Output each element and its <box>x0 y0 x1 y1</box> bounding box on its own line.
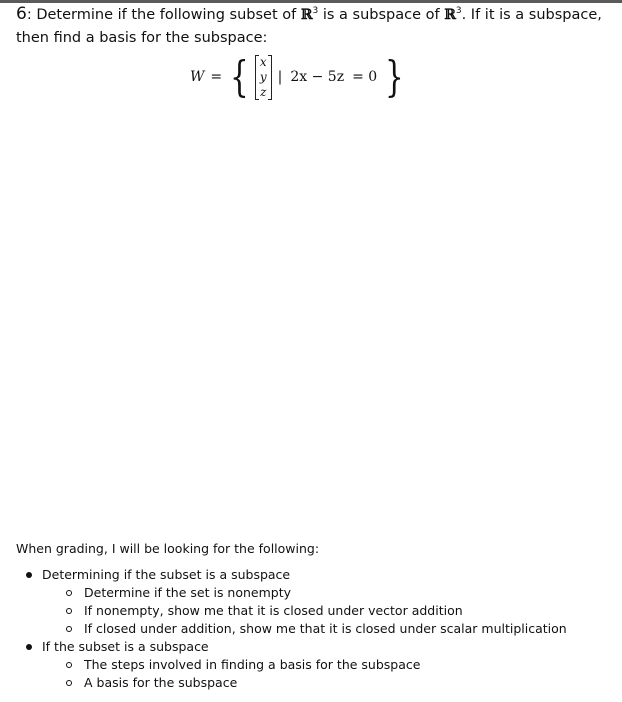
left-brace-icon: { <box>230 52 249 101</box>
vector-entry-x: x <box>259 54 267 69</box>
sub-criteria-list <box>42 656 616 692</box>
vector-entry-y: y <box>259 69 267 84</box>
criteria-list <box>16 566 616 692</box>
right-brace-icon: } <box>385 52 404 101</box>
list-item: If nonempty, show me that it is closed under vector addition <box>84 602 616 620</box>
problem-text-a: : Determine if the following subset of <box>26 7 301 23</box>
sub-criteria-list <box>42 584 616 638</box>
grading-criteria <box>16 540 616 692</box>
grading-intro: When grading, I will be looking for the following: <box>16 541 320 556</box>
list-item: If closed under addition, show me that it is closed under scalar multiplication <box>84 620 616 638</box>
exponent-2: 3 <box>455 6 462 17</box>
equals-sign: = <box>210 69 223 85</box>
condition-left: 2x − 5z <box>290 69 345 85</box>
exponent-1: 3 <box>312 6 319 17</box>
list-item <box>42 566 616 638</box>
problem-text-c: . If it is a subspace, <box>461 7 602 23</box>
criteria-label: If the subset is a subspace <box>42 639 209 654</box>
list-item: The steps involved in finding a basis for the subspace <box>84 656 616 674</box>
problem-text-d: then find a basis for the subspace: <box>16 30 268 46</box>
column-vector <box>255 55 272 100</box>
problem-statement <box>16 3 616 50</box>
criteria-label: Determining if the subset is a subspace <box>42 567 291 582</box>
condition-equals: = 0 <box>352 69 378 85</box>
list-item: A basis for the subspace <box>84 674 616 692</box>
field-symbol-1: ℝ <box>300 7 313 23</box>
problem-number: 6 <box>16 4 27 24</box>
field-symbol-2: ℝ <box>444 7 456 23</box>
vector-entry-z: z <box>260 84 267 99</box>
list-item: Determine if the set is nonempty <box>84 584 616 602</box>
set-separator: | <box>277 69 283 85</box>
list-item <box>42 638 616 692</box>
set-definition-equation <box>190 52 408 102</box>
set-name: W <box>190 69 205 85</box>
problem-text-b: is a subspace of <box>318 7 445 23</box>
